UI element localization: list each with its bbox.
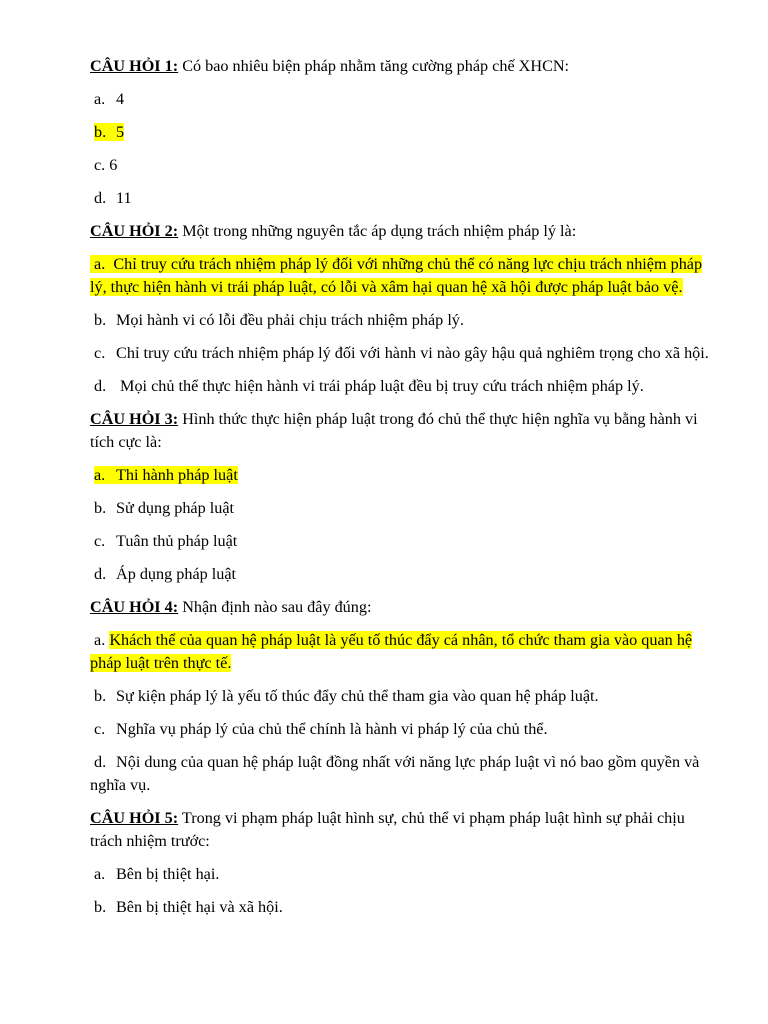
- question-1-text: Có bao nhiêu biện pháp nhằm tăng cường pháp chế XHCN:: [178, 57, 570, 75]
- question-5-option-b: b. Bên bị thiệt hại và xã hội.: [94, 898, 283, 916]
- question-3-option-d: d. Áp dụng pháp luật: [94, 565, 237, 583]
- question-2-label: CÂU HỎI 2:: [90, 222, 179, 240]
- highlighted-answer: Khách thể của quan hệ pháp luật là yếu tố thúc đẩy cá nhân, tổ chức tham gia vào quan hệ pháp luật trên thực tế.: [90, 631, 693, 672]
- question-4-option-d: d. Nội dung của quan hệ pháp luật đồng nhất với năng lực pháp luật vì nó bao gồm quyền và nghĩa vụ.: [90, 753, 700, 794]
- question-3: [90, 408, 710, 454]
- question-2-option-a: [90, 253, 710, 299]
- question-4-label: CÂU HỎI 4:: [90, 598, 179, 616]
- question-1-option-b: [90, 121, 710, 144]
- question-3-option-a: [90, 464, 710, 487]
- question-3-text: Hình thức thực hiện pháp luật trong đó chủ thể thực hiện nghĩa vụ bằng hành vi tích cực là:: [90, 410, 698, 451]
- question-5-label: CÂU HỎI 5:: [90, 809, 179, 827]
- question-2-option-c: c. Chỉ truy cứu trách nhiệm pháp lý đối với hành vi nào gây hậu quả nghiêm trọng cho xã hội.: [94, 344, 709, 362]
- question-4-text: Nhận định nào sau đây đúng:: [178, 598, 372, 616]
- question-5-option-a: a. Bên bị thiệt hại.: [94, 865, 220, 883]
- question-3-option-c: c. Tuân thủ pháp luật: [94, 532, 238, 550]
- question-4: [90, 596, 710, 619]
- document-page: [90, 55, 710, 929]
- question-3-label: CÂU HỎI 3:: [90, 410, 179, 428]
- question-3-option-b: b. Sử dụng pháp luật: [94, 499, 235, 517]
- question-4-option-a: a. Khách thể của quan hệ pháp luật là yếu tố thúc đẩy cá nhân, tổ chức tham gia vào quan hệ pháp luật trên thực tế.: [90, 631, 693, 672]
- question-1-option-c: c. 6: [94, 156, 118, 174]
- question-2-option-b: b. Mọi hành vi có lỗi đều phải chịu trách nhiệm pháp lý.: [94, 311, 464, 329]
- highlighted-answer: a. Thi hành pháp luật: [94, 466, 238, 484]
- question-5-text: Trong vi phạm pháp luật hình sự, chủ thể vi phạm pháp luật hình sự phải chịu trách nhiệm trước:: [90, 809, 685, 850]
- question-4-option-c: c. Nghĩa vụ pháp lý của chủ thể chính là hành vi pháp lý của chủ thể.: [94, 720, 548, 738]
- question-2-option-d: d. Mọi chủ thể thực hiện hành vi trái pháp luật đều bị truy cứu trách nhiệm pháp lý.: [94, 377, 644, 395]
- highlighted-answer: b. 5: [94, 123, 125, 141]
- highlighted-answer: a. Chỉ truy cứu trách nhiệm pháp lý đối với những chủ thể có năng lực chịu trách nhiệm pháp lý, thực hiện hành vi trái pháp luật, có lỗi và xâm hại quan hệ xã hội được pháp luật bảo vệ.: [90, 255, 703, 296]
- question-2-text: Một trong những nguyên tắc áp dụng trách nhiệm pháp lý là:: [178, 222, 577, 240]
- question-2: [90, 220, 710, 243]
- question-1-label: CÂU HỎI 1:: [90, 57, 179, 75]
- question-1-option-d: d. 11: [94, 189, 132, 207]
- question-1-option-a: a. 4: [94, 90, 125, 108]
- question-1: [90, 55, 710, 78]
- question-4-option-b: b. Sự kiện pháp lý là yếu tố thúc đẩy chủ thể tham gia vào quan hệ pháp luật.: [94, 687, 599, 705]
- question-5: [90, 807, 710, 853]
